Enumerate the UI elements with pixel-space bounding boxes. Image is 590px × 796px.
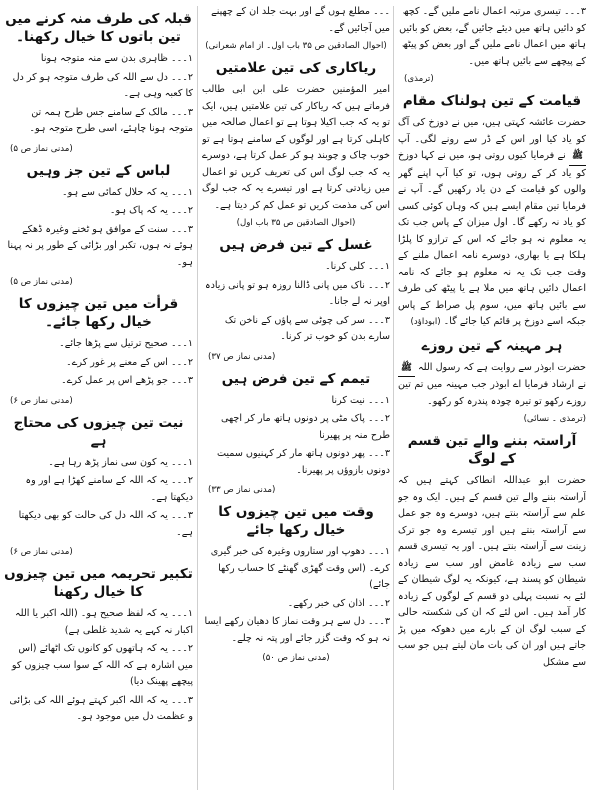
list-item: ۲۔۔۔ ناک میں پانی ڈالنا روزہ ہو تو پانی زیادہ اوپر نہ لے جانا۔ — [204, 279, 390, 307]
item-list — [4, 51, 193, 138]
section-text: حضرت ابو عبداللہ انطاکی کہتے ہیں کہ آراستہ بننے والے تین قسم کے ہیں۔ ایک وہ جو علم سے آراستہ بنتے ہیں، دوسرے وہ جو عمل سے آراستہ بنتے ہیں اور تیسرے وہ جو ترک زینت سے آراستہ بنتے ہیں۔ اور یہ تیسری قسم سب سے زیادہ غامض اور سب سے زیادہ شیطان کو پسند ہے، کیونکہ یہ لوگ شیطان کے لئے بہ نسبت پہلی دو قسم کے لوگوں کے زیادہ کار آمد ہیں۔ اس لئے کہ ان کی شکستہ حالی کے سبب لوگ ان کے بارے میں دھوکہ میں پڑ جاتے ہیں اور ان کی بات مان لیتے ہیں جو سب سے مشکل — [398, 475, 586, 668]
section-text — [398, 115, 586, 331]
item-list — [4, 185, 193, 272]
column-divider — [197, 6, 198, 790]
list-item: ۱۔۔۔ نیت کرنا — [331, 394, 390, 406]
salutation-symbol: ﷺ — [398, 360, 415, 378]
section-heading: نیت تین چیزوں کی محتاج ہے — [13, 414, 184, 449]
section-heading: تیمم کے تین فرض ہیں — [221, 370, 371, 387]
list-item: ۱۔۔۔ یہ کون سی نماز پڑھ رہا ہے۔ — [48, 456, 193, 468]
right-column — [398, 4, 586, 792]
section-heading: قرأت میں تین چیزوں کا خیال رکھا جائے۔ — [18, 296, 179, 330]
source-reference: (مدنی نماز ص ۵) — [10, 143, 73, 154]
item-list — [4, 336, 193, 390]
source-reference: (احوال الصادقین ص ۳۵ باب اول) — [236, 218, 356, 228]
source-reference: (مدنی نماز ص ۶) — [10, 395, 73, 406]
list-item: ۳۔۔۔ دل سے ہر وقت نماز کا دھیان رکھے ایسا نہ ہو کہ وقت گزر جائے اور پتہ نہ چلے۔ — [204, 616, 390, 644]
list-item: ۳۔۔۔ سر کی چوٹی سے پاؤں کے ناخن تک سارے بدن کو خوب تر کرنا۔ — [224, 314, 390, 342]
salutation-symbol: ﷺ — [569, 148, 586, 166]
source-reference: (احوال الصادقین ص ۳۵ باب اول۔ از امام شعرانی) — [205, 41, 387, 51]
source-reference: (ابوداؤد) — [410, 317, 441, 327]
section-text: امیر المؤمنین حضرت علی ابن ابی طالب فرماتے ہیں کہ ریاکار کی تین علامتیں ہیں، ایک تو یہ کہ جب اکیلا ہوتا ہے تو اعمال صالحہ میں کاہلی کرتا ہے اور لوگوں کے سامنے ہوتا ہے تو خوب چاک و چوبند ہو کر عمل کرتا ہے، دوسرے یہ کہ جب لوگ اس کی تعریف کریں تو اعمال میں زیادتی کرتا ہے اور تیسرے یہ کہ جب لوگ اس کی مذمت کریں تو عمل کم کر دیتا ہے۔ — [202, 84, 390, 211]
column-divider — [393, 6, 394, 790]
section-heading: قبلہ کی طرف منہ کرنے میں تین باتوں کا خیال رکھنا۔ — [5, 11, 192, 45]
list-item: ۳۔۔۔ سنت کے موافق ہو ٹخنے وغیرہ ڈھکے ہوئے نہ ہوں، تکبر اور بڑائی کے طور پر نہ پہنا ہو۔ — [7, 223, 193, 268]
section-heading: وقت میں تین چیزوں کا خیال رکھا جائے — [218, 504, 374, 538]
list-item: ۲۔۔۔ دل سے اللہ کی طرف متوجہ ہو کر دل کا کعبہ وہی ہے۔ — [12, 71, 193, 99]
list-item: ۲۔۔۔ یہ کہ ہاتھوں کو کانوں تک اٹھائے (اس میں اشارہ ہے کہ اللہ کے سوا سب چیزوں کو پیچھے پھینک دیا) — [11, 643, 193, 687]
text-span: حضرت ابوذر سے روایت ہے کہ رسول اللہ — [418, 361, 586, 373]
list-item: ۳۔۔۔ یہ کہ اللہ دل کی حالت کو بھی دیکھتا ہے۔ — [18, 510, 193, 538]
section-heading: لباس کے تین جز وہیں — [26, 162, 171, 179]
list-item: ۲۔۔۔ یہ کہ اللہ کے سامنے کھڑا ہے اور وہ دیکھتا ہے۔ — [25, 475, 193, 503]
item-list — [202, 259, 390, 346]
list-item: ۳۔۔۔ جو پڑھے اس پر عمل کرے۔ — [61, 375, 193, 386]
text-span: نے ارشاد فرمایا اے ابوذر جب مہینہ میں تم تین روزے رکھو تو تیرہ چودہ پندرہ کو رکھو۔ — [398, 379, 586, 407]
item-list — [202, 393, 390, 480]
list-item: ۱۔۔۔ صحیح ترتیل سے پڑھا جائے۔ — [59, 338, 193, 349]
section-heading: ہر مہینہ کے تین روزے — [421, 337, 563, 354]
text-span: نے فرمایا کیوں روتی ہو، میں نے کہا دوزخ کو یاد کر کے روتی ہوں، تو کیا آپ اپنے گھر والوں کو قیامت کے دن یاد رکھیں گے۔ آپ نے فرمایا تین مقام ایسے ہیں کہ وہاں کوئی کسی کو یاد نہ رکھے گا۔ اول میزان کے پاس جب تک یہ معلوم نہ ہو جائے کہ اس کے ترازو کا پلڑا ہلکا ہے یا بھاری، دوسرے نامہ اعمال ملنے کے وقت جب تک یہ نہ معلوم ہو جائے کہ نامہ اعمال دائیں ہاتھ میں ملا ہے یا پیٹھ کی طرف سے بائیں ہاتھ میں، سوم پل صراط کے پاس جبکہ اسے دوزخ پر قائم کیا جائے گا۔ — [398, 150, 586, 327]
source-reference: (مدنی نماز ص ۳۷) — [208, 351, 276, 362]
source-reference: (مدنی نماز ص ۵) — [10, 277, 73, 287]
list-item: ۳۔۔۔ پھر دونوں ہاتھ مار کر کہنیوں سمیت دونوں بازوؤں پر پھیرنا۔ — [216, 448, 390, 476]
section-heading: ریاکاری کی تین علامتیں — [215, 60, 377, 76]
list-item: ۳۔۔۔ یہ کہ اللہ اکبر کہتے ہوئے اللہ کی بڑائی و عظمت دل میں موجود ہو۔ — [9, 694, 193, 722]
text-span: حضرت عائشہ کہتی ہیں، میں نے دوزخ کی آگ کو یاد کیا اور اس کے ڈر سے رونے لگی۔ آپ — [398, 117, 586, 145]
list-item: ۲۔۔۔ پاک مٹی پر دونوں ہاتھ مار کر اچھی طرح منہ پر پھیرنا — [220, 413, 390, 441]
source-reference: (مدنی نماز ص ۶) — [10, 547, 73, 557]
section-heading: غسل کے تین فرض ہیں — [219, 237, 373, 253]
list-item: ۲۔۔۔ اس کے معنے پر غور کرے۔ — [66, 356, 193, 368]
section-heading: تکبیر تحریمہ میں تین چیزوں کا خیال رکھنا — [4, 566, 193, 600]
list-item: ۱۔۔۔ دھوپ اور ستاروں وغیرہ کی خبر گیری کرے۔ (اس وقت گھڑی گھنٹے کا حساب رکھا جائے) — [210, 546, 390, 590]
list-item: ۲۔۔۔ اذان کی خبر رکھے۔ — [287, 597, 390, 609]
item-list — [4, 455, 193, 542]
source-reference: (مدنی نماز ص ۵۰) — [262, 653, 330, 663]
source-reference: (ترمذی) — [404, 74, 434, 84]
left-column — [4, 4, 193, 792]
list-item: ۱۔۔۔ کلی کرنا۔ — [325, 261, 390, 272]
section-heading: قیامت کے تین ہولناک مقام — [402, 93, 582, 109]
source-reference: (مدنی نماز ص ۳۳) — [208, 485, 276, 495]
item-list — [4, 606, 193, 726]
item-list — [202, 544, 390, 647]
list-item: ۳۔۔۔ مالک کے سامنے جس طرح ہمہ تن متوجہ ہونا چاہئے، اسی طرح متوجہ ہو۔ — [29, 106, 193, 134]
section-text — [398, 360, 586, 411]
list-item: ۲۔۔۔ یہ کہ پاک ہو۔ — [109, 205, 193, 216]
middle-column — [202, 4, 390, 792]
list-item: ۳۔۔۔ تیسری مرتبہ اعمال نامے ملیں گے۔ کچھ کو دائیں ہاتھ میں دیئے جائیں گے، بعض کو بائیں ہاتھ میں اعمال نامے ملیں گے اور بعض کو پیٹھ کے پیچھے سے بائیں ہاتھ میں۔ — [399, 6, 586, 67]
list-item: ۱۔۔۔ یہ کہ حلال کمائی سے ہو۔ — [62, 186, 193, 198]
list-item: ۱۔۔۔ یہ کہ لفظ صحیح ہو۔ (اللہ اکبر یا اللہ اکبار نہ کہے یہ شدید غلطی ہے) — [15, 608, 193, 636]
continued-text: ۔۔۔ مطلع ہوں گے اور بہت جلد ان کے چھپنے میں آجائیں گے۔ — [211, 6, 390, 34]
section-heading: آراستہ بننے والے تین قسم کے لوگ — [407, 433, 577, 467]
list-item: ۱۔۔۔ ظاہری بدن سے منہ متوجہ ہونا — [40, 53, 193, 64]
source-reference: (ترمذی ۔ نسائی) — [523, 414, 586, 424]
